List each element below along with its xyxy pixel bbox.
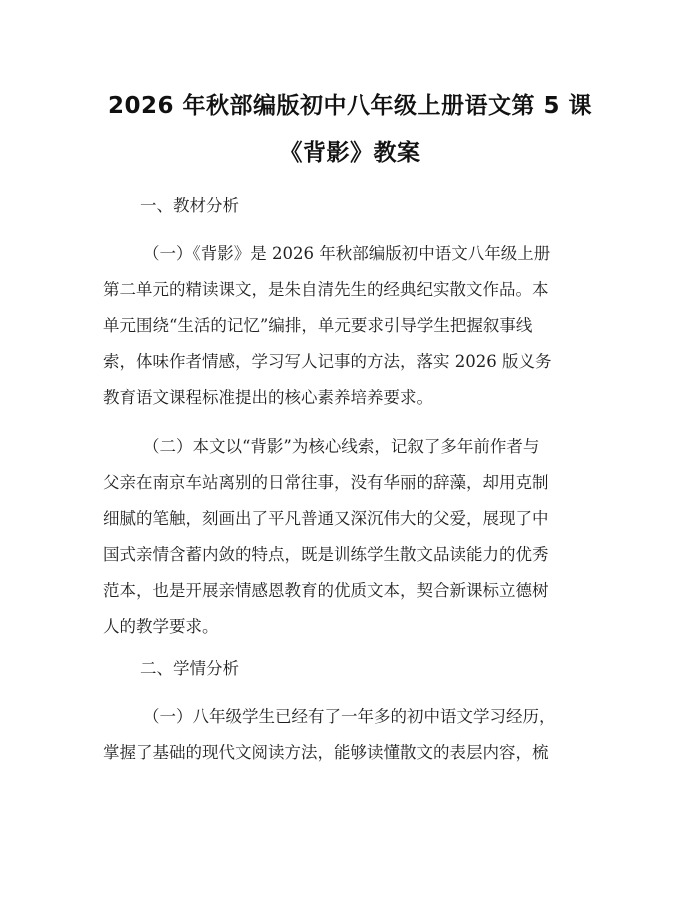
paragraph-line: （二）本文以“背影”为核心线索，记叙了多年前作者与: [143, 437, 540, 456]
paragraph-line: 掌握了基础的现代文阅读方法，能够读懂散文的表层内容，梳: [103, 743, 549, 762]
paragraph-line: 教育语文课程标准提出的核心素养培养要求。: [103, 388, 433, 407]
paragraph-line: 单元围绕“生活的记忆”编排，单元要求引导学生把握叙事线: [103, 316, 533, 335]
document-title-line-1: 2026 年秋部编版初中八年级上册语文第 5 课: [107, 93, 593, 119]
paragraph-line: 细腻的笔触，刻画出了平凡普通又深沉伟大的父爱，展现了中: [103, 509, 549, 528]
paragraph-line: （一）八年级学生已经有了一年多的初中语文学习经历，: [143, 707, 556, 726]
paragraph-line: 国式亲情含蓄内敛的特点，既是训练学生散文品读能力的优秀: [103, 545, 549, 564]
paragraph-line: （一）《背影》是 2026 年秋部编版初中语文八年级上册: [143, 244, 551, 263]
document-title-line-2: 《背影》教案: [279, 140, 421, 166]
paragraph-line: 范本，也是开展亲情感恩教育的优质文本，契合新课标立德树: [103, 581, 549, 600]
paragraph-line: 人的教学要求。: [103, 617, 219, 636]
paragraph-line: 索，体味作者情感，学习写人记事的方法，落实 2026 版义务: [103, 352, 552, 371]
paragraph-line: 父亲在南京车站离别的日常往事，没有华丽的辞藻，却用克制: [103, 473, 549, 492]
section-heading-textbook-analysis: 一、教材分析: [140, 196, 239, 215]
section-heading-student-analysis: 二、学情分析: [140, 659, 239, 678]
paragraph-line: 第二单元的精读课文，是朱自清先生的经典纪实散文作品。本: [103, 280, 549, 299]
